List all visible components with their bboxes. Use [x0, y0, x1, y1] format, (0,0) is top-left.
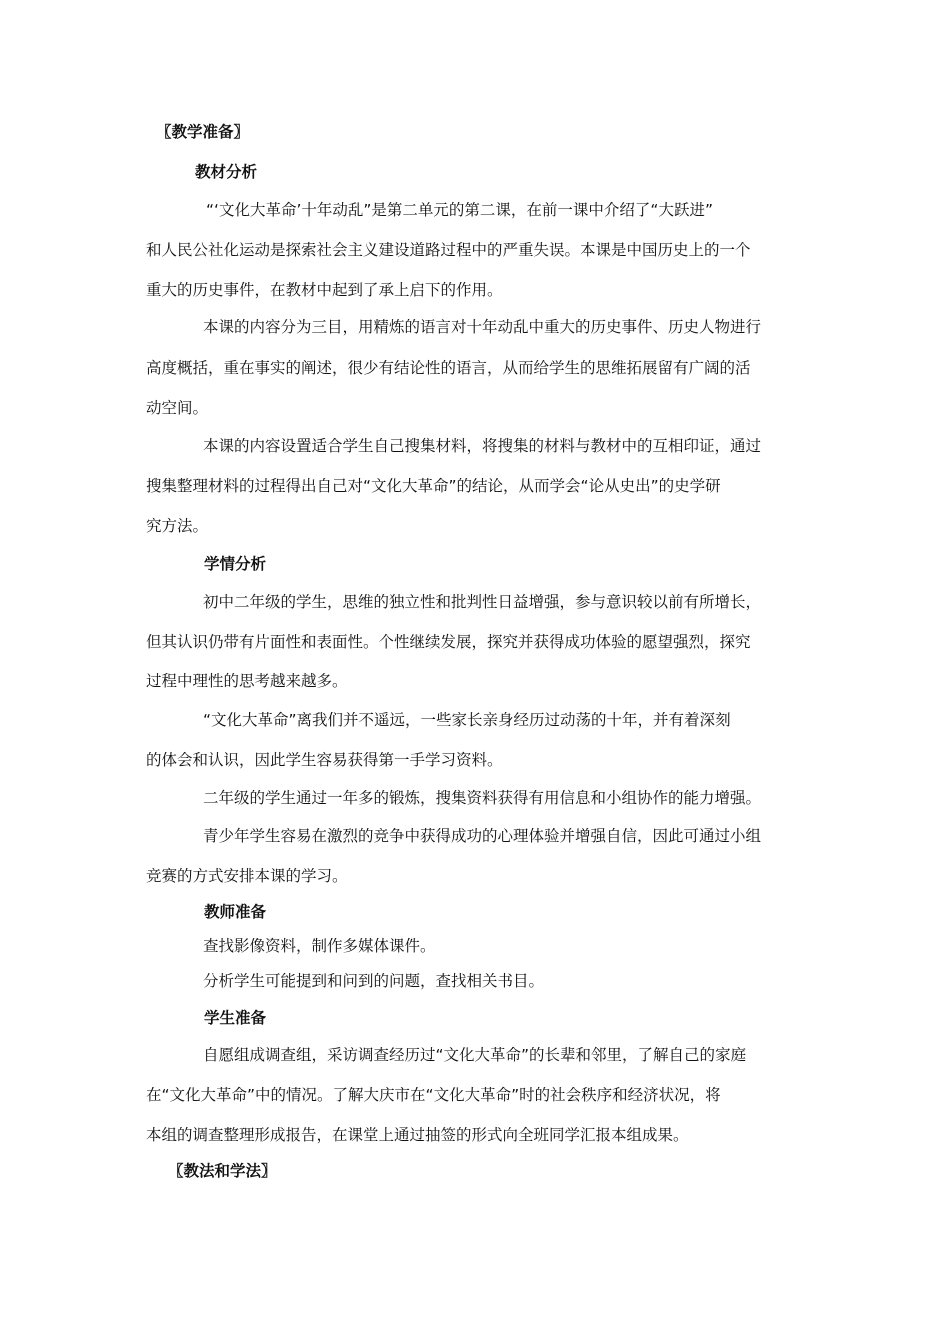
subheading-textbook-analysis: 教材分析: [195, 163, 258, 181]
paragraph-line: 动空间。: [146, 399, 209, 417]
subheading-teacher-preparation: 教师准备: [204, 903, 267, 921]
paragraph-line: 本课的内容分为三目，用精炼的语言对十年动乱中重大的历史事件、历史人物进行: [203, 318, 762, 336]
section-heading-teaching-preparation: 〖教学准备〗: [156, 123, 250, 141]
paragraph-line: 竞赛的方式安排本课的学习。: [146, 867, 348, 885]
paragraph-line: 初中二年级的学生，思维的独立性和批判性日益增强，参与意识较以前有所增长，: [203, 593, 762, 611]
subheading-learner-analysis: 学情分析: [204, 555, 267, 573]
paragraph-line: “文化大革命”离我们并不遥远，一些家长亲身经历过动荡的十年，并有着深刻: [203, 711, 731, 729]
paragraph-line: 青少年学生容易在激烈的竞争中获得成功的心理体验并增强自信，因此可通过小组: [203, 827, 762, 845]
paragraph-line: 高度概括，重在事实的阐述，很少有结论性的语言，从而给学生的思维拓展留有广阔的活: [146, 359, 751, 377]
paragraph-line: 自愿组成调查组，采访调查经历过“文化大革命”的长辈和邻里，了解自己的家庭: [203, 1046, 747, 1064]
paragraph-line: “‘文化大革命’十年动乱”是第二单元的第二课，在前一课中介绍了“大跃进”: [206, 201, 713, 219]
paragraph-line: 的体会和认识，因此学生容易获得第一手学习资料。: [146, 751, 503, 769]
paragraph-line: 查找影像资料，制作多媒体课件。: [203, 937, 436, 955]
paragraph-line: 本组的调查整理形成报告，在课堂上通过抽签的形式向全班同学汇报本组成果。: [146, 1126, 689, 1144]
paragraph-line: 分析学生可能提到和问到的问题，查找相关书目。: [203, 972, 545, 990]
paragraph-line: 究方法。: [146, 517, 209, 535]
paragraph-line: 二年级的学生通过一年多的锻炼，搜集资料获得有用信息和小组协作的能力增强。: [203, 789, 762, 807]
paragraph-line: 搜集整理材料的过程得出自己对“文化大革命”的结论，从而学会“论从史出”的史学研: [146, 477, 721, 495]
paragraph-line: 在“文化大革命”中的情况。了解大庆市在“文化大革命”时的社会秩序和经济状况，将: [146, 1086, 721, 1104]
section-heading-methods: 〖教法和学法〗: [168, 1162, 277, 1180]
paragraph-line: 重大的历史事件，在教材中起到了承上启下的作用。: [146, 281, 503, 299]
subheading-student-preparation: 学生准备: [204, 1009, 267, 1027]
paragraph-line: 过程中理性的思考越来越多。: [146, 672, 348, 690]
paragraph-line: 和人民公社化运动是探索社会主义建设道路过程中的严重失误。本课是中国历史上的一个: [146, 241, 751, 259]
paragraph-line: 但其认识仍带有片面性和表面性。个性继续发展，探究并获得成功体验的愿望强烈，探究: [146, 633, 751, 651]
paragraph-line: 本课的内容设置适合学生自己搜集材料，将搜集的材料与教材中的互相印证，通过: [203, 437, 762, 455]
